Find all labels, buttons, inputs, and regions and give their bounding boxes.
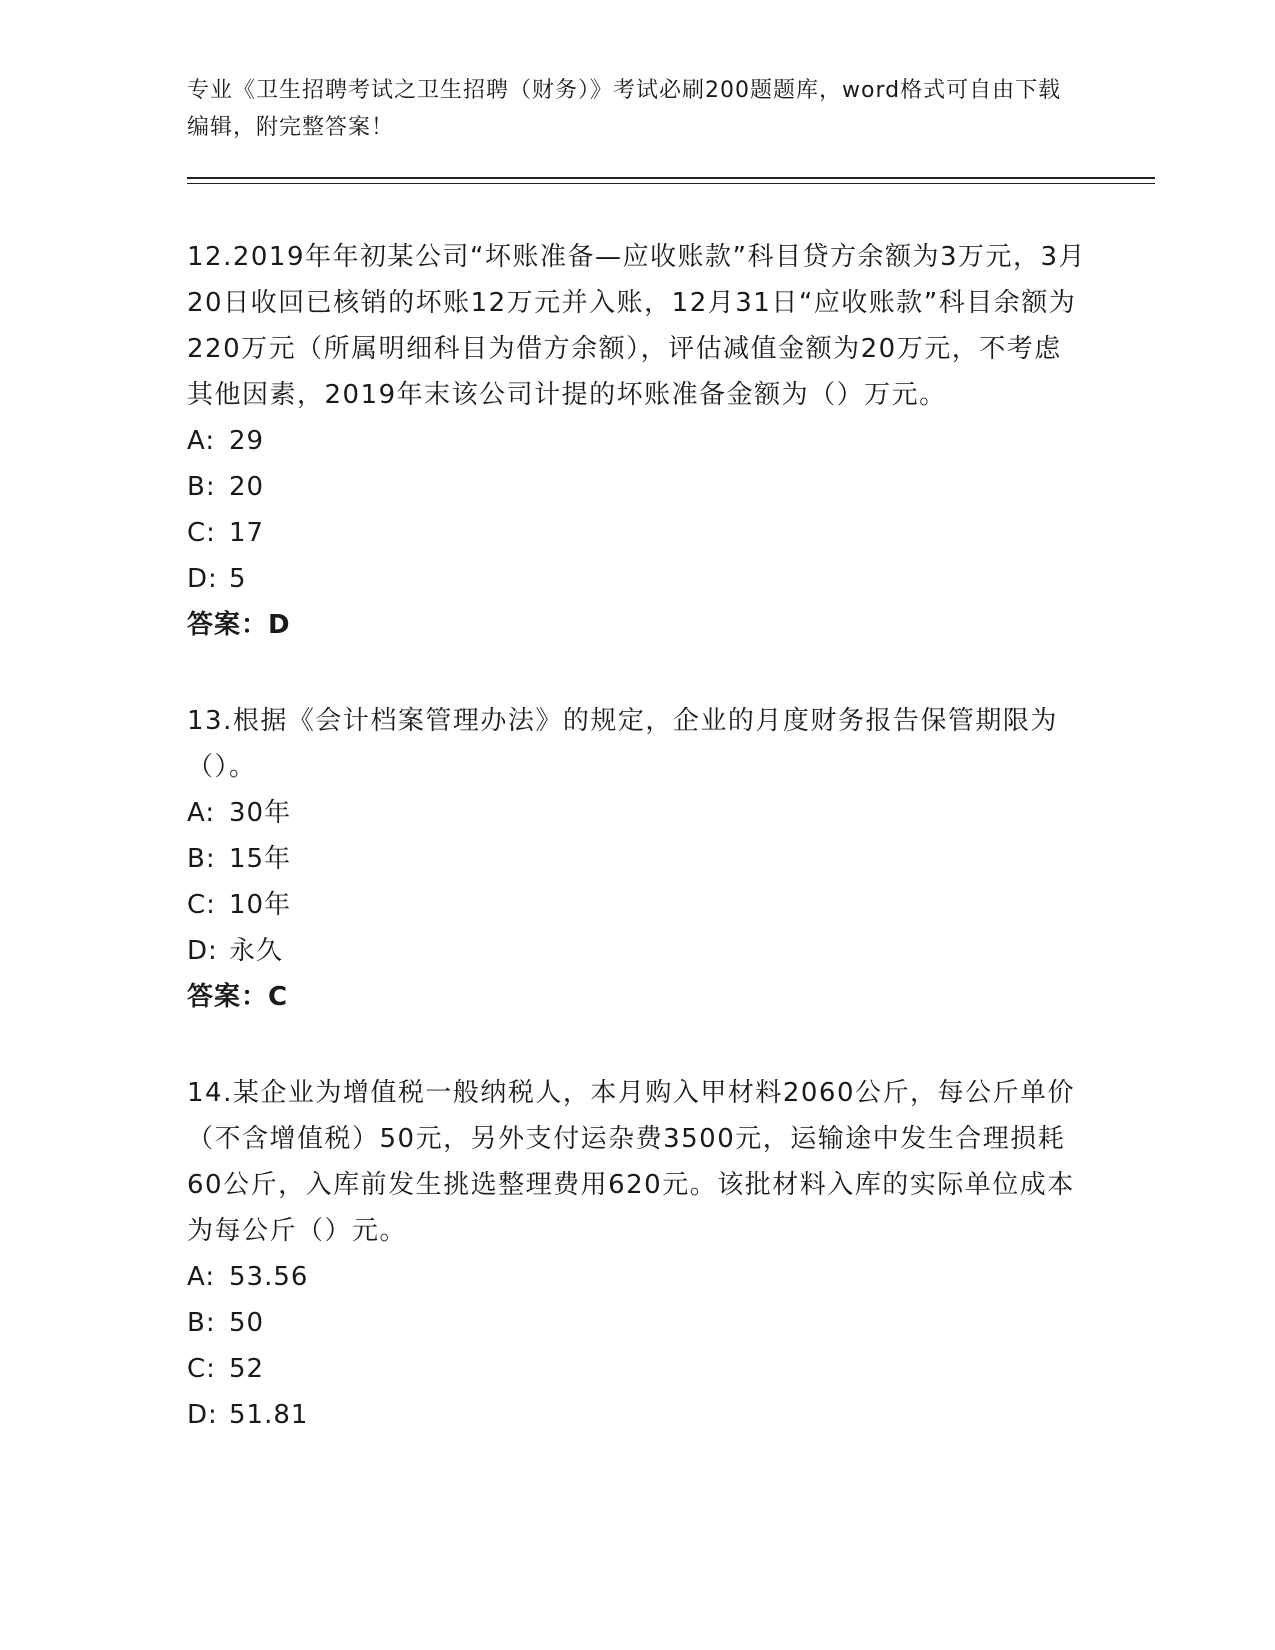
option-text: 52 [229, 1354, 265, 1384]
option-letter: C: [187, 1354, 216, 1384]
option-letter: B: [187, 1308, 216, 1338]
option-b [187, 836, 1087, 882]
option-a [187, 790, 1087, 836]
option-text: 50 [229, 1308, 265, 1338]
option-c [187, 882, 1087, 928]
option-text: 53.56 [229, 1262, 309, 1292]
question-12 [187, 234, 1087, 648]
option-letter: A: [187, 426, 216, 456]
option-d [187, 1392, 1087, 1438]
option-text: 20 [229, 472, 265, 502]
option-letter: D: [187, 1400, 218, 1430]
option-letter: C: [187, 890, 216, 920]
option-text: 29 [229, 426, 265, 456]
option-a [187, 1254, 1087, 1300]
answer-line: 答案：D [187, 610, 291, 640]
option-d [187, 556, 1087, 602]
option-d [187, 928, 1087, 974]
option-letter: A: [187, 798, 216, 828]
option-text: 30年 [229, 798, 292, 828]
option-text: 永久 [229, 936, 284, 966]
option-text: 5 [229, 564, 247, 594]
document-header: 专业《卫生招聘考试之卫生招聘（财务）》考试必刷200题题库，word格式可自由下载编辑，附完整答案！ [187, 78, 1062, 140]
header-rule-thin [187, 183, 1155, 184]
option-letter: A: [187, 1262, 216, 1292]
question-stem: 13.根据《会计档案管理办法》的规定，企业的月度财务报告保管期限为（）。 [187, 706, 1058, 782]
option-text: 10年 [229, 890, 292, 920]
option-c [187, 1346, 1087, 1392]
option-text: 15年 [229, 844, 292, 874]
question-stem: 14.某企业为增值税一般纳税人，本月购入甲材料2060公斤，每公斤单价（不含增值税）50元，另外支付运杂费3500元，运输途中发生合理损耗60公斤，入库前发生挑选整理费用620元。该批材料入库的实际单位成本为每公斤（）元。 [187, 1078, 1076, 1246]
option-letter: D: [187, 564, 218, 594]
option-a [187, 418, 1087, 464]
option-b [187, 1300, 1087, 1346]
header-rule-thick [187, 177, 1155, 179]
option-letter: D: [187, 936, 218, 966]
answer-line: 答案：C [187, 982, 289, 1012]
question-14 [187, 1070, 1087, 1438]
option-letter: B: [187, 844, 216, 874]
option-text: 17 [229, 518, 265, 548]
option-letter: B: [187, 472, 216, 502]
option-letter: C: [187, 518, 216, 548]
question-13 [187, 698, 1087, 1020]
option-c [187, 510, 1087, 556]
question-list [187, 234, 1087, 1488]
option-text: 51.81 [229, 1400, 309, 1430]
question-stem: 12.2019年年初某公司“坏账准备—应收账款”科目贷方余额为3万元，3月20日收回已核销的坏账12万元并入账，12月31日“应收账款”科目余额为220万元（所属明细科目为借方余额），评估减值金额为20万元，不考虑其他因素，2019年末该公司计提的坏账准备金额为（）万元。 [187, 242, 1087, 410]
option-b [187, 464, 1087, 510]
